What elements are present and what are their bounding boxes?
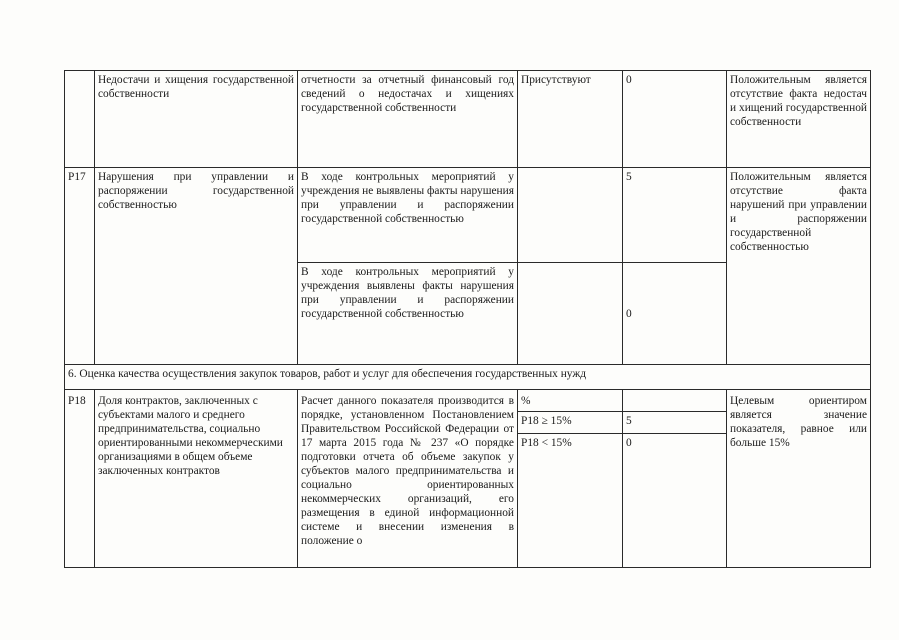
row-code: Р18 xyxy=(65,390,95,568)
score-cell: 0 xyxy=(623,434,727,568)
score-cell: 0 xyxy=(623,71,727,168)
row-code xyxy=(65,71,95,168)
condition-cell: Р18 < 15% xyxy=(518,434,623,568)
note-cell: Целевым ориентиром является значение показателя, равное или больше 15% xyxy=(727,390,871,568)
score-cell: 0 xyxy=(623,263,727,365)
section-title: 6. Оценка качества осуществления закупок товаров, работ и услуг для обеспечения государственных нужд xyxy=(65,365,871,390)
row-code: Р17 xyxy=(65,168,95,365)
condition-cell xyxy=(518,168,623,263)
indicators-table xyxy=(64,70,871,568)
calculation-method: В ходе контрольных мероприятий у учреждения не выявлены факты нарушения при управлении и распоряжении государственной собственностью xyxy=(298,168,518,263)
note-cell: Положительным является отсутствие факта недостач и хищений государственной собственности xyxy=(727,71,871,168)
condition-cell: Присутствуют xyxy=(518,71,623,168)
calculation-method: В ходе контрольных мероприятий у учреждения выявлены факты нарушения при управлении и распоряжении государственной собственностью xyxy=(298,263,518,365)
calculation-method: Расчет данного показателя производится в порядке, установленном Постановлением Правительством Российской Федерации от 17 марта 2015 года № 237 «О порядке подготовки отчета об объеме закупок у субъектов малого предпринимательства и социально ориентированных некоммерческих организаций, его размещения в единой информационной системе и внесении изменения в положение о xyxy=(298,390,518,568)
score-cell: 5 xyxy=(623,412,727,434)
score-header-cell xyxy=(623,390,727,412)
indicator-name: Доля контрактов, заключенных с субъектами малого и среднего предпринимательства, социально ориентированными некоммерческими организациями в общем объеме заключенных контрактов xyxy=(95,390,298,568)
unit-cell: % xyxy=(518,390,623,412)
condition-cell xyxy=(518,263,623,365)
indicator-name: Нарушения при управлении и распоряжении государственной собственностью xyxy=(95,168,298,365)
condition-cell: Р18 ≥ 15% xyxy=(518,412,623,434)
section-header-row xyxy=(65,365,871,390)
note-cell: Положительным является отсутствие факта нарушений при управлении и распоряжении государственной собственностью xyxy=(727,168,871,365)
calculation-method: отчетности за отчетный финансовый год сведений о недостачах и хищениях государственной собственности xyxy=(298,71,518,168)
table-row xyxy=(65,390,871,412)
indicator-name: Недостачи и хищения государственной собственности xyxy=(95,71,298,168)
table-row xyxy=(65,71,871,168)
score-cell: 5 xyxy=(623,168,727,263)
table-row xyxy=(65,168,871,263)
